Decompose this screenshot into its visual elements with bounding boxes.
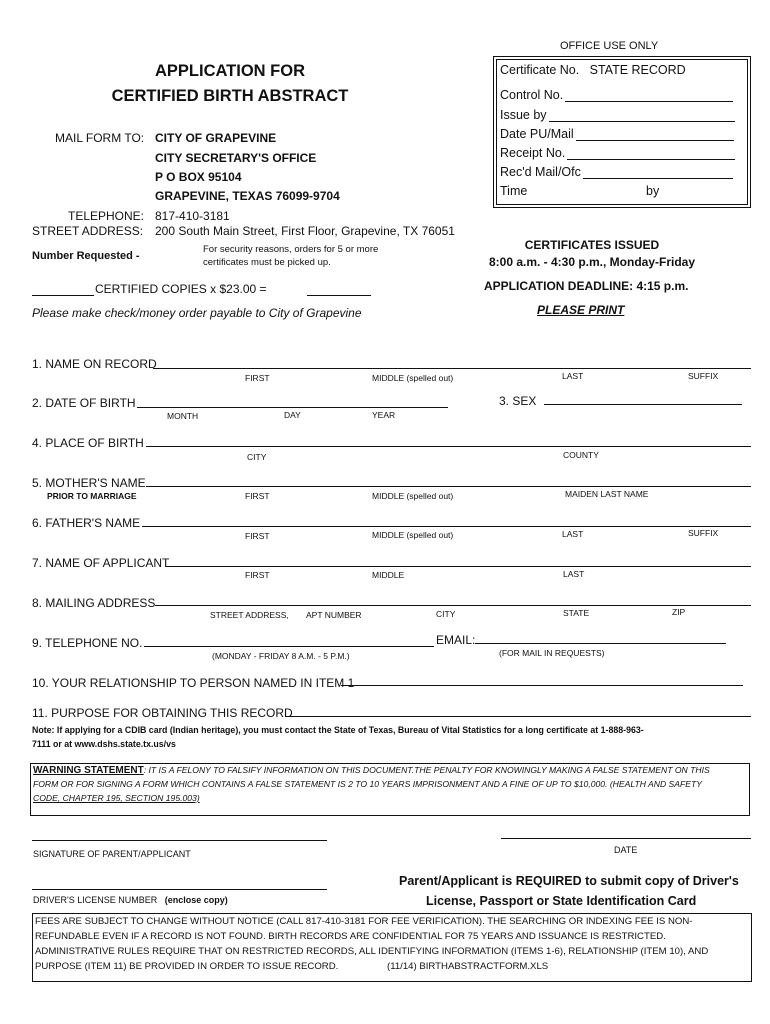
mothers-name-field[interactable]: [146, 486, 751, 487]
name-on-record-label: 1. NAME ON RECORD: [32, 357, 157, 371]
address-line-4: GRAPEVINE, TEXAS 76099-9704: [155, 189, 340, 203]
place-of-birth-field[interactable]: [146, 446, 751, 447]
fees-line-2: REFUNDABLE EVEN IF A RECORD IS NOT FOUND. BIRTH RECORDS ARE CONFIDENTIAL FOR 75 YEARS AND ISSUANCE IS RESTRICTED.: [35, 931, 666, 942]
father-suffix-sub: SUFFIX: [688, 528, 719, 538]
receipt-no-label: Receipt No.: [500, 146, 566, 160]
mailing-city-sub: CITY: [436, 609, 456, 619]
signature-label: SIGNATURE OF PARENT/APPLICANT: [33, 849, 191, 859]
title-line-2: CERTIFIED BIRTH ABSTRACT: [111, 87, 349, 105]
applicant-name-field[interactable]: [166, 566, 751, 567]
date-of-birth-label: 2. DATE OF BIRTH: [32, 396, 136, 410]
warning-line-3: CODE, CHAPTER 195, SECTION 195.003): [33, 793, 200, 803]
recd-mail-ofc-label: Rec'd Mail/Ofc: [500, 165, 581, 179]
email-sub: (FOR MAIL IN REQUESTS): [499, 648, 605, 658]
security-note-line-2: certificates must be picked up.: [203, 257, 331, 268]
sex-field[interactable]: [544, 404, 742, 405]
enclose-copy-label: (enclose copy): [164, 895, 228, 905]
office-row-recd: [500, 165, 733, 179]
pob-county-sub: COUNTY: [563, 450, 599, 460]
fathers-name-field[interactable]: [142, 526, 751, 527]
applicant-name-label: 7. NAME OF APPLICANT: [32, 556, 170, 570]
telephone-no-field[interactable]: [144, 646, 434, 647]
office-hours: 8:00 a.m. - 4:30 p.m., Monday-Friday: [488, 255, 696, 269]
telephone-no-label: 9. TELEPHONE NO.: [32, 636, 143, 650]
dob-day-sub: DAY: [284, 410, 301, 420]
address-line-3: P O BOX 95104: [155, 170, 242, 184]
control-no-label: Control No.: [500, 88, 564, 102]
mother-maiden-sub: MAIDEN LAST NAME: [565, 489, 649, 499]
dob-year-sub: YEAR: [372, 410, 396, 420]
applicant-first-sub: FIRST: [245, 570, 270, 580]
receipt-no-field[interactable]: [567, 147, 735, 160]
state-record-label: STATE RECORD: [589, 63, 686, 77]
office-row-date: [500, 127, 734, 141]
office-row-certificate: [500, 63, 686, 77]
fees-line-3: ADMINISTRATIVE RULES REQUIRE THAT ON RESTRICTED RECORDS, ALL IDENTIFYING INFORMATION (ITEMS 1-6), RELATIONSHIP (ITEM 10), AND: [35, 946, 709, 957]
signature-field[interactable]: [32, 840, 327, 841]
time-label: Time: [500, 184, 528, 198]
applicant-last-sub: LAST: [563, 569, 585, 579]
date-label: DATE: [614, 845, 638, 855]
date-pu-mail-field[interactable]: [576, 128, 734, 141]
father-first-sub: FIRST: [245, 531, 270, 541]
street-address-label: STREET ADDRESS:: [32, 224, 144, 238]
name-suffix-sub: SUFFIX: [688, 371, 719, 381]
cdib-note-line-2: 7111 or at www.dshs.state.tx.us/vs: [32, 739, 176, 749]
pob-city-sub: CITY: [247, 452, 267, 462]
office-use-box: [493, 56, 751, 208]
certified-copies-label: CERTIFIED COPIES x $23.00 =: [95, 282, 267, 296]
mailing-apt-sub: APT NUMBER: [306, 610, 362, 620]
date-field[interactable]: [501, 838, 751, 839]
number-requested-label: Number Requested -: [32, 250, 140, 262]
form-id: (11/14) BIRTHABSTRACTFORM.XLS: [387, 961, 549, 972]
purpose-label: 11. PURPOSE FOR OBTAINING THIS RECORD: [32, 706, 293, 720]
issue-by-field[interactable]: [549, 109, 735, 122]
date-of-birth-field[interactable]: [137, 407, 448, 408]
relationship-field[interactable]: [341, 685, 743, 686]
fees-line-4: PURPOSE (ITEM 11) BE PROVIDED IN ORDER TO ISSUE RECORD.: [35, 961, 339, 972]
title-line-1: APPLICATION FOR: [154, 62, 306, 80]
mailing-street-sub: STREET ADDRESS,: [210, 610, 289, 620]
fees-line-1: FEES ARE SUBJECT TO CHANGE WITHOUT NOTICE (CALL 817-410-3181 FOR FEE VERIFICATION). THE SEARCHING OR INDEXING FEE IS NON-: [35, 916, 693, 927]
mothers-name-label: 5. MOTHER'S NAME: [32, 476, 146, 490]
office-use-only-label: OFFICE USE ONLY: [560, 40, 659, 52]
mother-first-sub: FIRST: [245, 491, 270, 501]
telephone-value: 817-410-3181: [155, 209, 230, 223]
prior-to-marriage-label: PRIOR TO MARRIAGE: [47, 491, 137, 501]
cdib-note-line-1: Note: If applying for a CDIB card (Indian heritage), you must contact the State of Texas, Bureau of Vital Statistics for a long certificate at 1-888-963-: [32, 725, 644, 735]
mailing-zip-sub: ZIP: [672, 607, 686, 617]
mail-form-to-label: MAIL FORM TO:: [55, 131, 145, 145]
office-row-control: [500, 88, 733, 102]
security-note-line-1: For security reasons, orders for 5 or more: [203, 244, 379, 255]
copies-count-field[interactable]: [32, 295, 94, 296]
copies-total-field[interactable]: [307, 295, 371, 296]
office-row-time: [500, 184, 740, 198]
place-of-birth-label: 4. PLACE OF BIRTH: [32, 436, 144, 450]
warning-line-2: FORM OR FOR SIGNING A FORM WHICH CONTAINS A FALSE STATEMENT IS 2 TO 10 YEARS IMPRISONMENT AND A FINE OF UP TO $10,000. (HEALTH AND SAFETY: [33, 779, 702, 789]
by-label: by: [646, 184, 660, 198]
address-line-2: CITY SECRETARY'S OFFICE: [155, 151, 317, 165]
certificates-issued-heading: CERTIFICATES ISSUED: [524, 238, 660, 252]
father-middle-sub: MIDDLE (spelled out): [372, 530, 454, 540]
applicant-middle-sub: MIDDLE: [372, 570, 405, 580]
warning-text-1: : IT IS A FELONY TO FALSIFY INFORMATION ON THIS DOCUMENT.THE PENALTY FOR KNOWINGLY MAKING A FALSE STATEMENT ON THIS: [143, 765, 710, 775]
warning-label: WARNING STATEMENT: [33, 765, 144, 776]
dob-month-sub: MONTH: [167, 411, 199, 421]
payable-note: Please make check/money order payable to City of Grapevine: [32, 306, 362, 320]
relationship-label: 10. YOUR RELATIONSHIP TO PERSON NAMED IN ITEM 1: [32, 676, 355, 690]
id-required-line-1: Parent/Applicant is REQUIRED to submit copy of Driver's: [399, 874, 739, 888]
email-label: EMAIL:: [436, 633, 476, 647]
drivers-license-label-wrap: [33, 895, 228, 905]
name-last-sub: LAST: [562, 371, 584, 381]
father-last-sub: LAST: [562, 529, 584, 539]
application-deadline: APPLICATION DEADLINE: 4:15 p.m.: [484, 279, 689, 293]
name-middle-sub: MIDDLE (spelled out): [372, 373, 454, 383]
recd-mail-ofc-field[interactable]: [583, 166, 733, 179]
drivers-license-field[interactable]: [32, 889, 327, 890]
sex-label: 3. SEX: [499, 394, 537, 408]
office-row-receipt: [500, 146, 735, 160]
control-no-field[interactable]: [565, 89, 733, 102]
purpose-field[interactable]: [286, 716, 751, 717]
fathers-name-label: 6. FATHER'S NAME: [32, 516, 141, 530]
issue-by-label: Issue by: [500, 108, 547, 122]
date-pu-mail-label: Date PU/Mail: [500, 127, 574, 141]
name-first-sub: FIRST: [245, 373, 270, 383]
telephone-hours-sub: (MONDAY - FRIDAY 8 A.M. - 5 P.M.): [212, 651, 350, 661]
name-on-record-field[interactable]: [153, 368, 751, 369]
telephone-label: TELEPHONE:: [68, 209, 145, 223]
address-line-1: CITY OF GRAPEVINE: [155, 131, 277, 145]
mailing-address-field[interactable]: [155, 605, 751, 606]
id-required-line-2: License, Passport or State Identification Card: [426, 894, 697, 908]
office-row-issue: [500, 108, 735, 122]
mailing-address-label: 8. MAILING ADDRESS: [32, 596, 156, 610]
mailing-state-sub: STATE: [563, 608, 590, 618]
warning-line-1: [33, 765, 710, 776]
please-print-label: PLEASE PRINT: [537, 303, 625, 317]
certificate-no-label: Certificate No.: [500, 63, 580, 77]
email-field[interactable]: [475, 643, 726, 644]
street-address-value: 200 South Main Street, First Floor, Grapevine, TX 76051: [155, 224, 455, 238]
drivers-license-label: DRIVER'S LICENSE NUMBER: [33, 895, 158, 905]
mother-middle-sub: MIDDLE (spelled out): [372, 491, 454, 501]
